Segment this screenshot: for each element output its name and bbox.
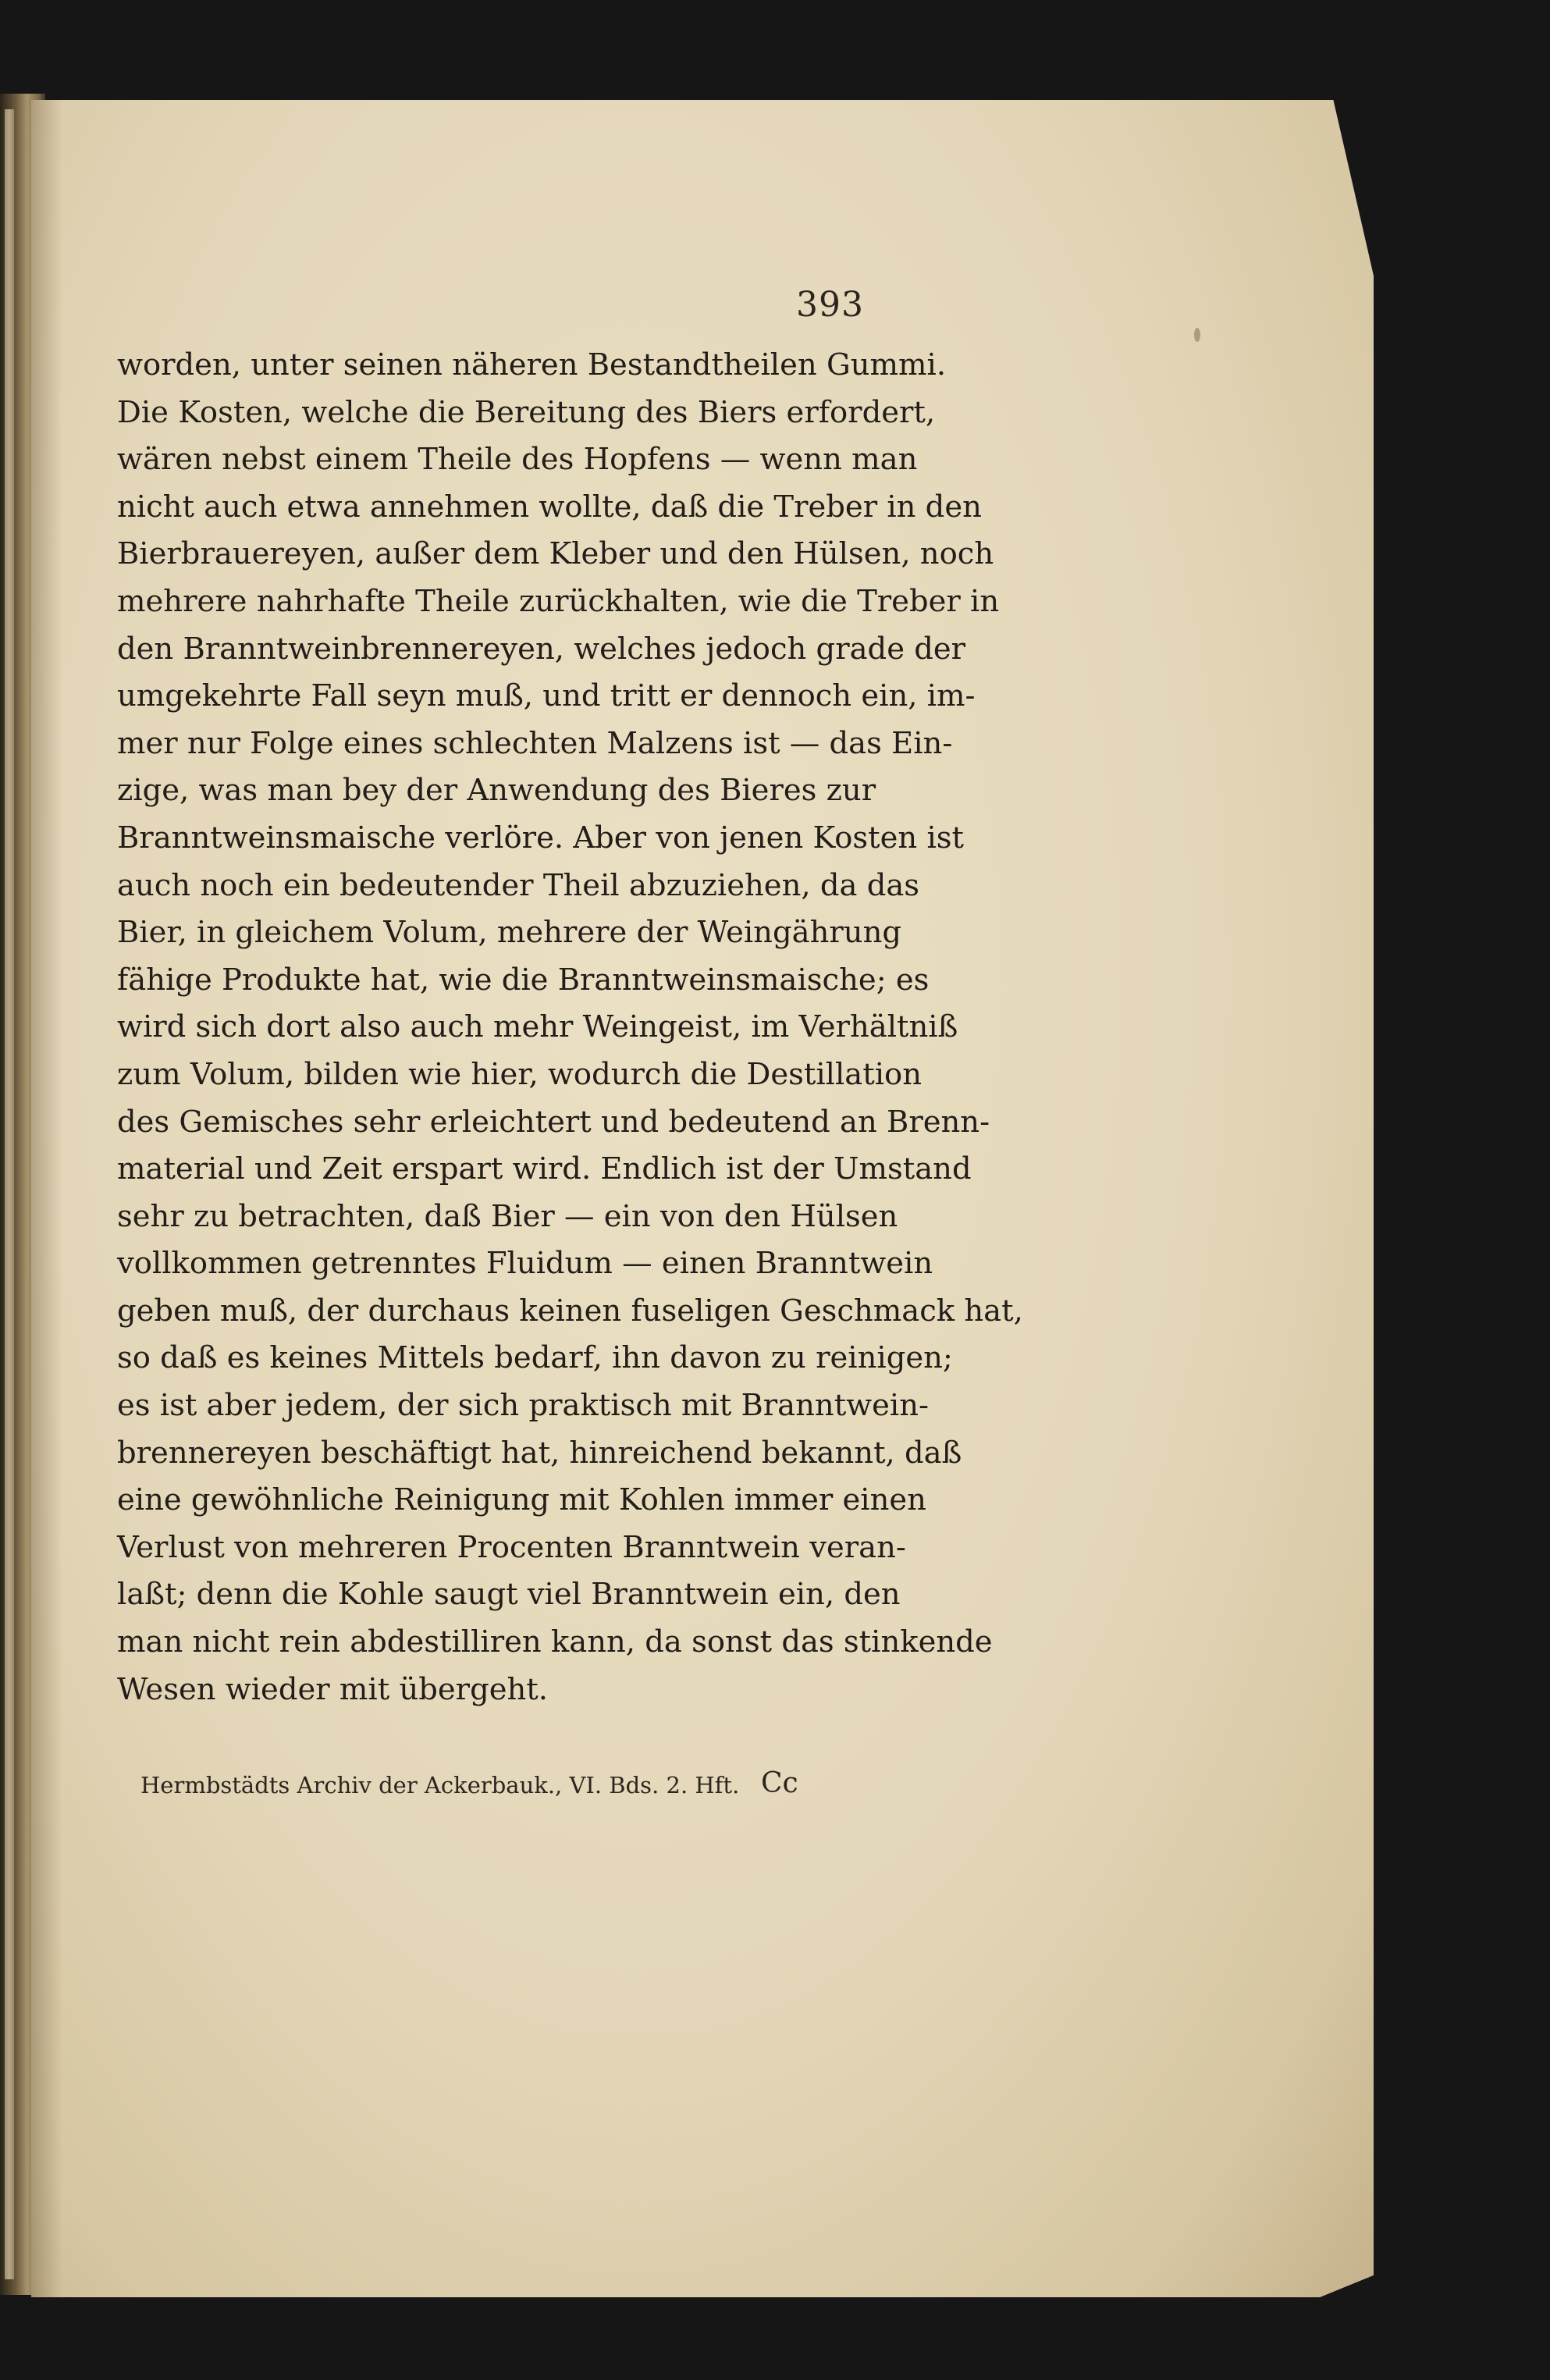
page-number: 393 bbox=[796, 285, 864, 325]
footer-citation: Hermbstädts Archiv der Ackerbauk., VI. Bds. 2. Hft. bbox=[140, 1772, 740, 1798]
text-line: laßt; denn die Kohle saugt viel Branntwein ein, den bbox=[117, 1577, 901, 1613]
text-line: wird sich dort also auch mehr Weingeist, im Verhältniß bbox=[117, 1009, 958, 1045]
gutter-shadow bbox=[31, 100, 62, 2297]
text-line: mer nur Folge eines schlechten Malzens ist — das Ein- bbox=[117, 725, 953, 761]
text-line: eine gewöhnliche Reinigung mit Kohlen immer einen bbox=[117, 1482, 926, 1518]
text-line: wären nebst einem Theile des Hopfens — wenn man bbox=[117, 442, 918, 478]
text-line: vollkommen getrenntes Fluidum — einen Branntwein bbox=[117, 1246, 933, 1282]
text-line: Wesen wieder mit übergeht. bbox=[117, 1671, 549, 1707]
text-line: es ist aber jedem, der sich praktisch mit Branntwein- bbox=[117, 1388, 930, 1424]
text-line: zum Volum, bilden wie hier, wodurch die Destillation bbox=[117, 1056, 923, 1092]
text-line: Verlust von mehreren Procenten Branntwein veran- bbox=[117, 1529, 906, 1565]
text-line: auch noch ein bedeutender Theil abzuziehen, da das bbox=[117, 867, 920, 903]
text-line: geben muß, der durchaus keinen fuseligen Geschmack hat, bbox=[117, 1293, 1023, 1329]
signature-mark: Cc bbox=[761, 1767, 798, 1799]
body-text bbox=[117, 342, 1023, 1713]
text-line: fähige Produkte hat, wie die Branntweinsmaische; es bbox=[117, 962, 930, 998]
text-line: Die Kosten, welche die Bereitung des Biers erfordert, bbox=[117, 394, 936, 430]
text-line: so daß es keines Mittels bedarf, ihn davon zu reinigen; bbox=[117, 1340, 953, 1376]
text-line: Bier, in gleichem Volum, mehrere der Weingährung bbox=[117, 915, 902, 951]
previous-page-edge bbox=[5, 109, 14, 2279]
paper-blemish bbox=[1194, 328, 1200, 342]
text-line: den Branntweinbrennereyen, welches jedoch grade der bbox=[117, 631, 966, 667]
text-line: Bierbrauereyen, außer dem Kleber und den Hülsen, noch bbox=[117, 536, 994, 572]
text-line: nicht auch etwa annehmen wollte, daß die Treber in den bbox=[117, 489, 982, 525]
text-line: des Gemisches sehr erleichtert und bedeutend an Brenn- bbox=[117, 1104, 990, 1140]
text-line: mehrere nahrhafte Theile zurückhalten, wie die Treber in bbox=[117, 583, 1000, 619]
text-line: man nicht rein abdestilliren kann, da sonst das stinkende bbox=[117, 1624, 993, 1660]
text-line: zige, was man bey der Anwendung des Bieres zur bbox=[117, 773, 876, 809]
text-line: umgekehrte Fall seyn muß, und tritt er dennoch ein, im- bbox=[117, 678, 976, 714]
text-line: sehr zu betrachten, daß Bier — ein von den Hülsen bbox=[117, 1198, 898, 1234]
text-line: Branntweinsmaische verlöre. Aber von jenen Kosten ist bbox=[117, 820, 964, 856]
text-line: material und Zeit erspart wird. Endlich ist der Umstand bbox=[117, 1151, 972, 1187]
text-line: brennereyen beschäftigt hat, hinreichend bekannt, daß bbox=[117, 1435, 962, 1471]
text-line: worden, unter seinen näheren Bestandtheilen Gummi. bbox=[117, 347, 947, 382]
